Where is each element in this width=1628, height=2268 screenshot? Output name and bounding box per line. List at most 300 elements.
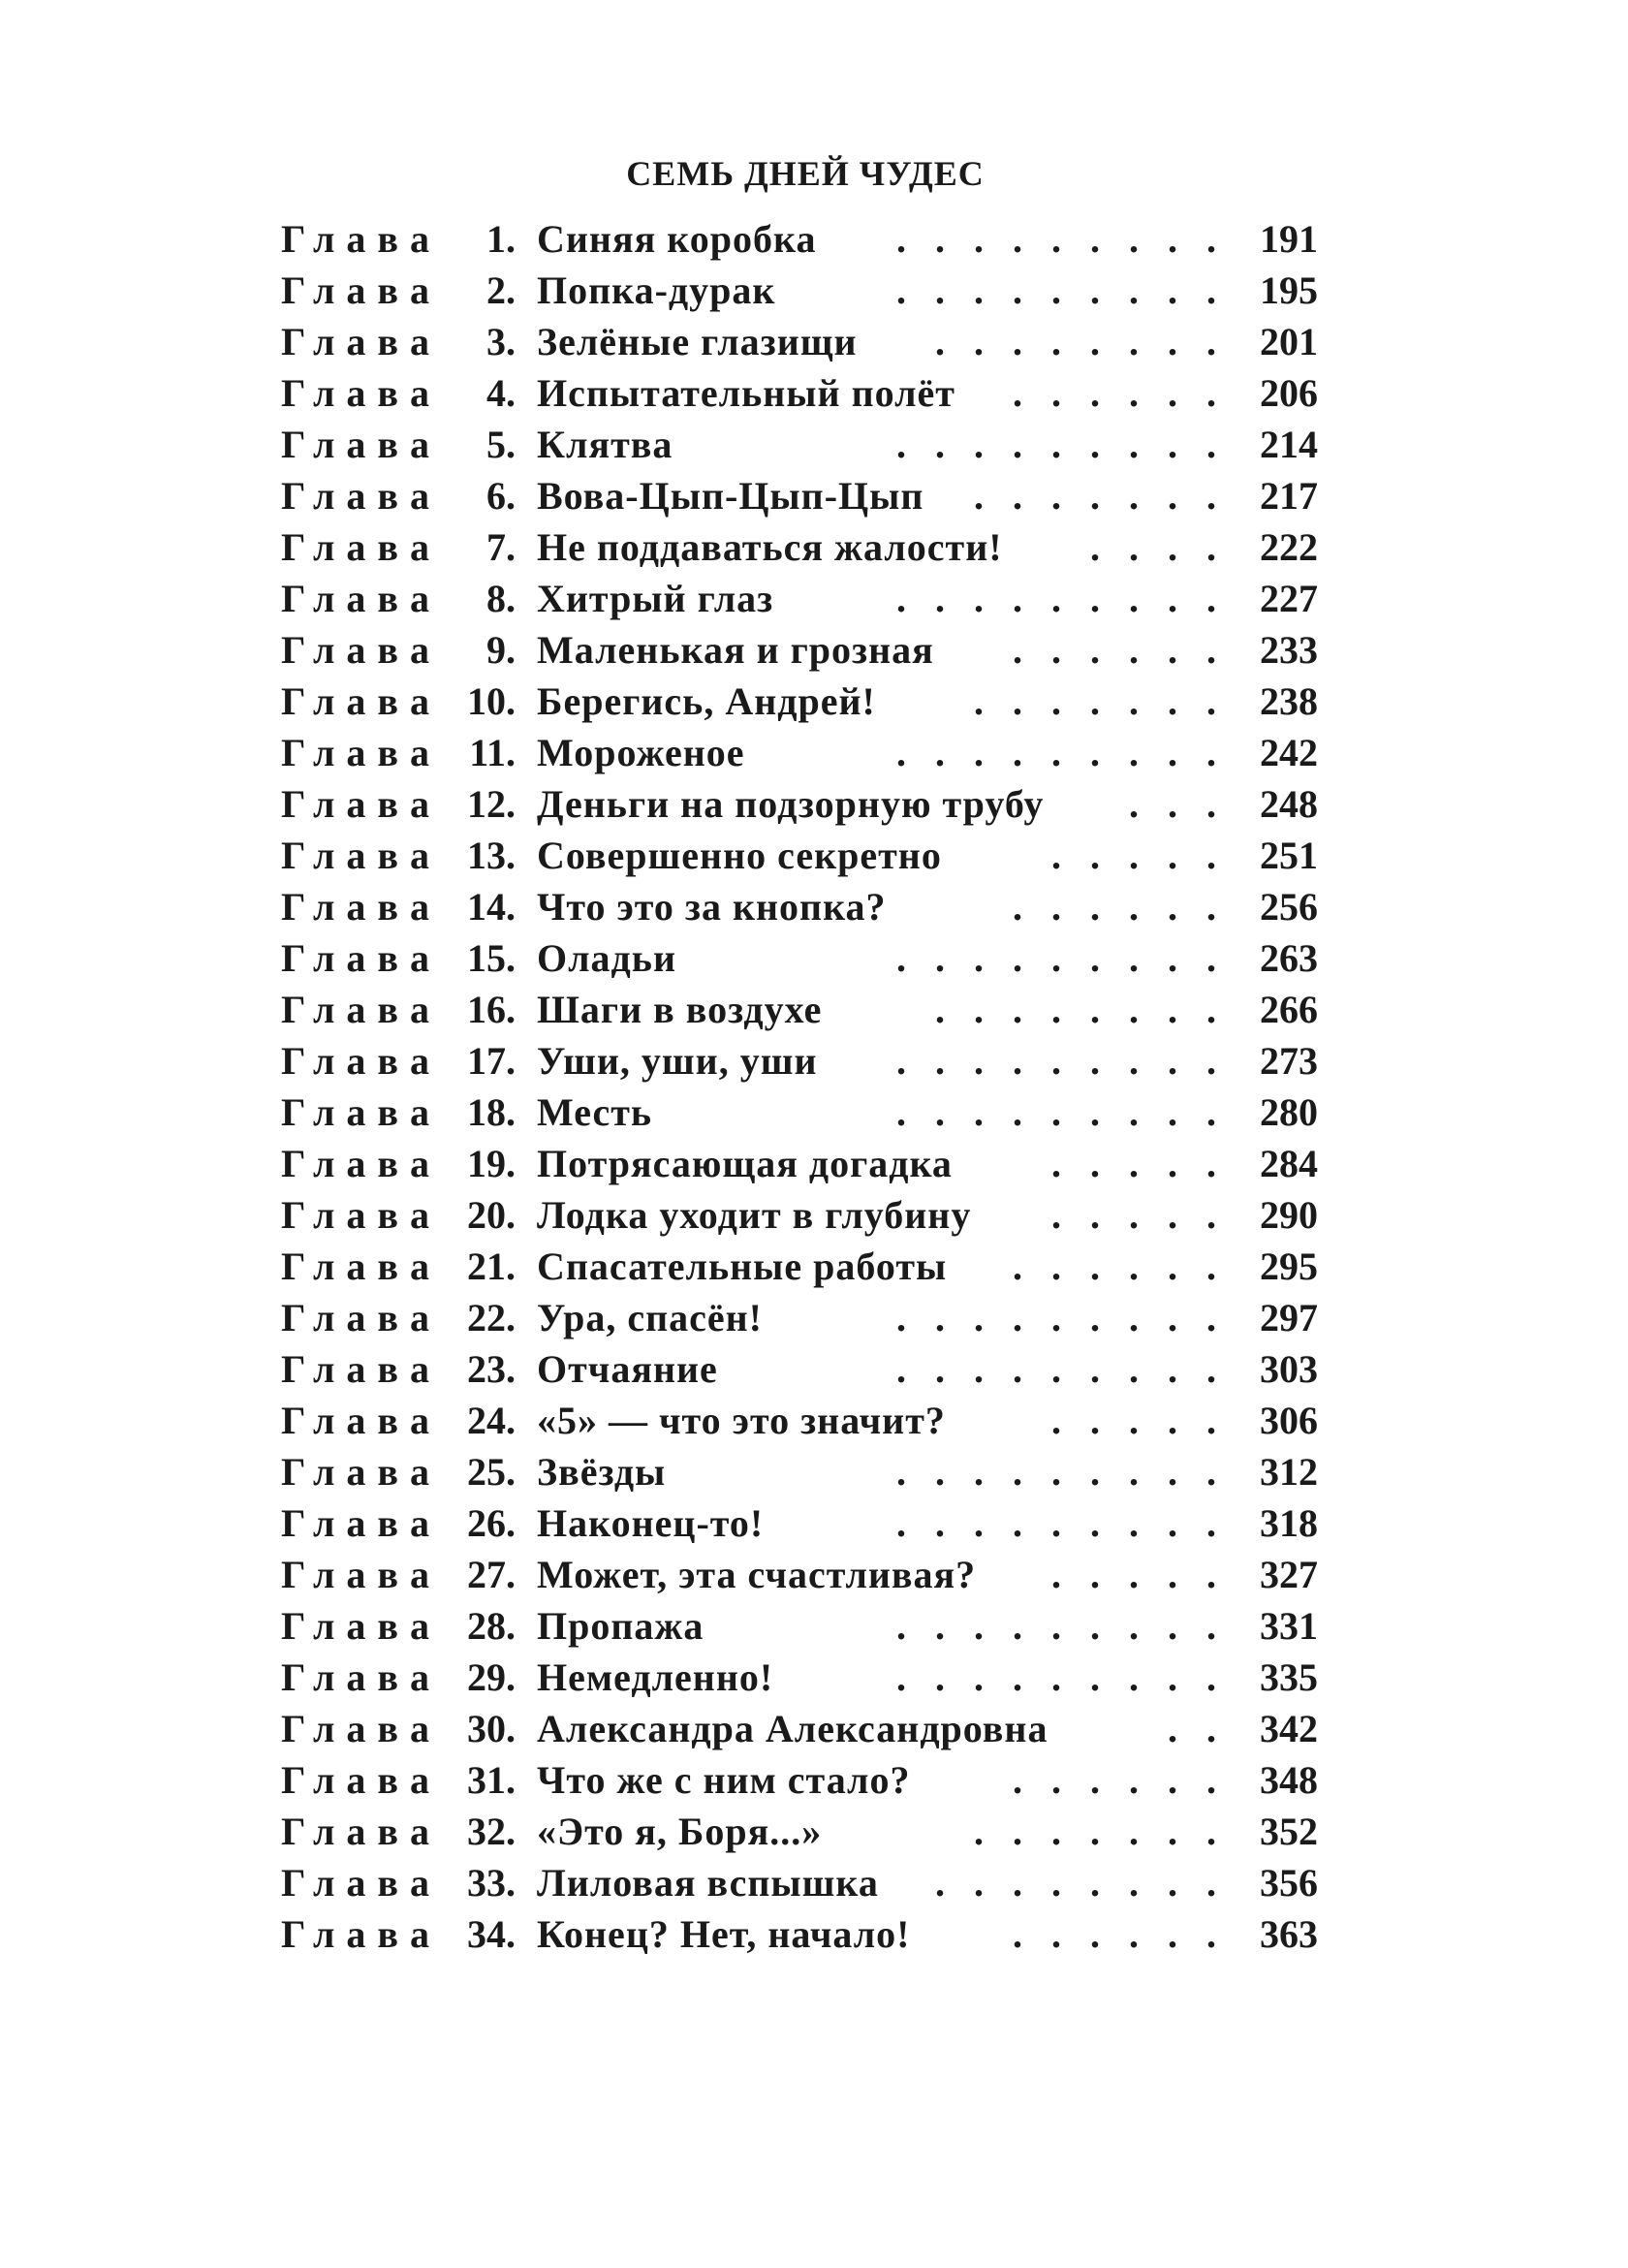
toc-entry (0, 1497, 1628, 1549)
toc-entry (0, 1138, 1628, 1189)
chapter-title: Наконец-то! (537, 1501, 765, 1545)
chapter-label: Глава (281, 1347, 441, 1391)
leader-dot: . (1051, 1399, 1061, 1442)
leader-dot: . (1168, 1861, 1177, 1905)
leader-dot: . (1090, 217, 1100, 261)
chapter-label: Глава (281, 1039, 441, 1083)
leader-dot: . (1051, 577, 1061, 620)
leader-dot: . (1051, 1758, 1061, 1802)
toc-entry (0, 1600, 1628, 1652)
leader-dot: . (974, 988, 984, 1031)
section-title: СЕМЬ ДНЕЙ ЧУДЕС (626, 154, 985, 193)
leader-dot: . (1090, 423, 1100, 466)
toc-entry (0, 1908, 1628, 1960)
leader-dot: . (1168, 371, 1177, 415)
leader-dot: . (1013, 577, 1022, 620)
leader-dot: . (1090, 1655, 1100, 1699)
leader-dot: . (1129, 1193, 1139, 1237)
toc-entry (0, 1241, 1628, 1292)
leader-dot: . (1206, 679, 1216, 723)
leader-dot: . (1168, 679, 1177, 723)
leader-dot: . (1206, 525, 1216, 569)
leader-dot: . (1129, 1090, 1139, 1134)
leader-dot: . (1129, 577, 1139, 620)
leader-dot: . (1168, 834, 1177, 877)
leader-dot: . (1051, 1450, 1061, 1494)
leader-dot: . (1090, 1244, 1100, 1288)
leader-dot: . (974, 1347, 984, 1391)
chapter-number: 28. (467, 1604, 516, 1648)
page-number: 214 (1260, 423, 1318, 466)
page-number: 335 (1260, 1655, 1318, 1699)
chapter-title: Мороженое (537, 731, 745, 774)
chapter-label: Глава (281, 1707, 441, 1750)
leader-dot: . (1206, 474, 1216, 518)
leader-dot: . (1051, 936, 1061, 980)
chapter-title: Попка-дурак (537, 268, 776, 312)
leader-dot: . (974, 474, 984, 518)
leader-dot: . (1168, 1810, 1177, 1853)
leader-dot: . (974, 1861, 984, 1905)
page-number: 295 (1260, 1244, 1318, 1288)
leader-dot: . (1051, 268, 1061, 312)
leader-dot: . (1129, 1604, 1139, 1648)
toc-entry (0, 932, 1628, 984)
chapter-label: Глава (281, 268, 441, 312)
leader-dot: . (974, 1501, 984, 1545)
leader-dot: . (1168, 1450, 1177, 1494)
toc-entry (0, 1549, 1628, 1600)
chapter-title: Синяя коробка (537, 217, 817, 261)
leader-dot: . (1168, 1142, 1177, 1185)
page-number: 266 (1260, 988, 1318, 1031)
leader-dot: . (1013, 936, 1022, 980)
chapter-label: Глава (281, 988, 441, 1031)
toc-entry (0, 367, 1628, 419)
chapter-label: Глава (281, 577, 441, 620)
chapter-title: Зелёные глазищи (537, 320, 858, 363)
leader-dot: . (935, 731, 945, 774)
leader-dot: . (974, 1604, 984, 1648)
leader-dot: . (935, 1604, 945, 1648)
leader-dot: . (974, 268, 984, 312)
leader-dot: . (1090, 1347, 1100, 1391)
leader-dot: . (1090, 1912, 1100, 1956)
dot-leader (0, 1292, 1628, 1343)
dot-leader (0, 1600, 1628, 1652)
chapter-label: Глава (281, 525, 441, 569)
leader-dot: . (1090, 1861, 1100, 1905)
leader-dot: . (1090, 1399, 1100, 1442)
toc-entry (0, 830, 1628, 881)
leader-dot: . (1206, 1347, 1216, 1391)
leader-dot: . (1090, 834, 1100, 877)
chapter-label: Глава (281, 834, 441, 877)
chapter-title: Потрясающая догадка (537, 1142, 953, 1185)
chapter-title: Немедленно! (537, 1655, 774, 1699)
toc-entry (0, 419, 1628, 470)
leader-dot: . (974, 1039, 984, 1083)
chapter-label: Глава (281, 1912, 441, 1956)
chapter-title: Отчаяние (537, 1347, 718, 1391)
leader-dot: . (935, 1861, 945, 1905)
leader-dot: . (1129, 1450, 1139, 1494)
leader-dot: . (1013, 1758, 1022, 1802)
leader-dot: . (896, 423, 906, 466)
chapter-title: Деньги на подзорную трубу (537, 782, 1045, 826)
page-number: 191 (1260, 217, 1318, 261)
chapter-label: Глава (281, 217, 441, 261)
leader-dot: . (1051, 885, 1061, 929)
toc-entry (0, 1703, 1628, 1754)
leader-dot: . (1168, 474, 1177, 518)
leader-dot: . (1013, 1039, 1022, 1083)
leader-dot: . (1051, 423, 1061, 466)
chapter-number: 7. (486, 525, 516, 569)
leader-dot: . (1168, 1399, 1177, 1442)
chapter-title: Лодка уходит в глубину (537, 1193, 972, 1237)
leader-dot: . (1013, 628, 1022, 672)
chapter-label: Глава (281, 1399, 441, 1442)
toc-entry (0, 1292, 1628, 1343)
chapter-number: 19. (467, 1142, 516, 1185)
leader-dot: . (1051, 1655, 1061, 1699)
page-number: 297 (1260, 1296, 1318, 1339)
leader-dot: . (1051, 988, 1061, 1031)
chapter-number: 23. (467, 1347, 516, 1391)
chapter-number: 9. (486, 628, 516, 672)
leader-dot: . (974, 936, 984, 980)
chapter-title: Спасательные работы (537, 1244, 948, 1288)
chapter-number: 16. (467, 988, 516, 1031)
leader-dot: . (1168, 577, 1177, 620)
chapter-number: 4. (486, 371, 516, 415)
page-number: 342 (1260, 1707, 1318, 1750)
leader-dot: . (1090, 1810, 1100, 1853)
leader-dot: . (1013, 1347, 1022, 1391)
page-number: 306 (1260, 1399, 1318, 1442)
leader-dot: . (1168, 1655, 1177, 1699)
leader-dot: . (1129, 371, 1139, 415)
leader-dot: . (1051, 1501, 1061, 1545)
chapter-label: Глава (281, 1090, 441, 1134)
page-number: 303 (1260, 1347, 1318, 1391)
dot-leader (0, 419, 1628, 470)
leader-dot: . (1129, 217, 1139, 261)
leader-dot: . (1206, 1655, 1216, 1699)
leader-dot: . (1013, 1090, 1022, 1134)
toc-entry (0, 1395, 1628, 1446)
leader-dot: . (1051, 1244, 1061, 1288)
leader-dot: . (1206, 1090, 1216, 1134)
chapter-title: Совершенно секретно (537, 834, 942, 877)
leader-dot: . (1051, 628, 1061, 672)
toc-entry (0, 1446, 1628, 1497)
leader-dot: . (1129, 1142, 1139, 1185)
leader-dot: . (1090, 679, 1100, 723)
leader-dot: . (1129, 885, 1139, 929)
toc-entry (0, 1806, 1628, 1857)
leader-dot: . (1013, 731, 1022, 774)
leader-dot: . (1013, 1912, 1022, 1956)
chapter-title: Хитрый глаз (537, 577, 774, 620)
chapter-title: «5» — что это значит? (537, 1399, 946, 1442)
page-number: 273 (1260, 1039, 1318, 1083)
leader-dot: . (896, 1655, 906, 1699)
chapter-number: 8. (486, 577, 516, 620)
leader-dot: . (1129, 1501, 1139, 1545)
leader-dot: . (1206, 1553, 1216, 1596)
toc-entry (0, 984, 1628, 1035)
leader-dot: . (1168, 1244, 1177, 1288)
leader-dot: . (1090, 936, 1100, 980)
leader-dot: . (1168, 268, 1177, 312)
leader-dot: . (935, 1450, 945, 1494)
toc-entry (0, 265, 1628, 316)
toc-entry (0, 676, 1628, 727)
chapter-number: 11. (469, 731, 516, 774)
leader-dot: . (1168, 782, 1177, 826)
chapter-title: Звёзды (537, 1450, 667, 1494)
leader-dot: . (935, 423, 945, 466)
chapter-label: Глава (281, 1758, 441, 1802)
chapter-title: Лиловая вспышка (537, 1861, 879, 1905)
dot-leader (0, 932, 1628, 984)
page-number: 348 (1260, 1758, 1318, 1802)
page-number: 331 (1260, 1604, 1318, 1648)
chapter-title: Оладьи (537, 936, 676, 980)
leader-dot: . (1168, 1553, 1177, 1596)
chapter-title: Что же с ним стало? (537, 1758, 911, 1802)
leader-dot: . (974, 1450, 984, 1494)
leader-dot: . (896, 1090, 906, 1134)
leader-dot: . (896, 731, 906, 774)
toc-entry (0, 1035, 1628, 1087)
dot-leader (0, 573, 1628, 624)
page-number: 356 (1260, 1861, 1318, 1905)
chapter-title: Уши, уши, уши (537, 1039, 818, 1083)
leader-dot: . (1090, 1553, 1100, 1596)
leader-dot: . (1051, 1861, 1061, 1905)
leader-dot: . (1129, 834, 1139, 877)
leader-dot: . (974, 320, 984, 363)
toc-entry (0, 1087, 1628, 1138)
chapter-number: 24. (467, 1399, 516, 1442)
leader-dot: . (1129, 731, 1139, 774)
leader-dot: . (1206, 834, 1216, 877)
leader-dot: . (1013, 320, 1022, 363)
leader-dot: . (1206, 1501, 1216, 1545)
leader-dot: . (935, 1347, 945, 1391)
leader-dot: . (1129, 268, 1139, 312)
leader-dot: . (1206, 577, 1216, 620)
leader-dot: . (1013, 885, 1022, 929)
page-number: 251 (1260, 834, 1318, 877)
leader-dot: . (935, 1501, 945, 1545)
leader-dot: . (896, 1450, 906, 1494)
leader-dot: . (1129, 1758, 1139, 1802)
toc-entry (0, 470, 1628, 521)
leader-dot: . (1206, 1296, 1216, 1339)
leader-dot: . (1129, 1296, 1139, 1339)
dot-leader (0, 1343, 1628, 1395)
leader-dot: . (1090, 988, 1100, 1031)
toc-entry (0, 316, 1628, 367)
leader-dot: . (1090, 474, 1100, 518)
leader-dot: . (1206, 1399, 1216, 1442)
toc-entry (0, 1189, 1628, 1241)
leader-dot: . (1013, 1450, 1022, 1494)
page-number: 233 (1260, 628, 1318, 672)
leader-dot: . (896, 1347, 906, 1391)
toc-entry (0, 727, 1628, 778)
leader-dot: . (1168, 1296, 1177, 1339)
chapter-number: 20. (467, 1193, 516, 1237)
leader-dot: . (1206, 1450, 1216, 1494)
leader-dot: . (1168, 1501, 1177, 1545)
leader-dot: . (1129, 1655, 1139, 1699)
leader-dot: . (974, 1296, 984, 1339)
leader-dot: . (1168, 1193, 1177, 1237)
leader-dot: . (1129, 1861, 1139, 1905)
leader-dot: . (896, 1501, 906, 1545)
chapter-number: 3. (486, 320, 516, 363)
leader-dot: . (1168, 988, 1177, 1031)
leader-dot: . (1090, 1501, 1100, 1545)
leader-dot: . (1206, 1039, 1216, 1083)
leader-dot: . (1206, 1604, 1216, 1648)
toc-entry (0, 521, 1628, 573)
dot-leader (0, 1087, 1628, 1138)
leader-dot: . (1051, 1604, 1061, 1648)
leader-dot: . (1206, 885, 1216, 929)
leader-dot: . (1129, 525, 1139, 569)
page-number: 227 (1260, 577, 1318, 620)
leader-dot: . (1051, 1039, 1061, 1083)
chapter-number: 33. (467, 1861, 516, 1905)
leader-dot: . (1168, 885, 1177, 929)
leader-dot: . (1206, 1707, 1216, 1750)
leader-dot: . (1168, 1758, 1177, 1802)
chapter-title: Конец? Нет, начало! (537, 1912, 911, 1956)
page-number: 238 (1260, 679, 1318, 723)
page-number: 363 (1260, 1912, 1318, 1956)
leader-dot: . (1013, 423, 1022, 466)
chapter-title: Вова-Цып-Цып-Цып (537, 474, 924, 518)
page-number: 242 (1260, 731, 1318, 774)
leader-dot: . (1168, 423, 1177, 466)
chapter-number: 27. (467, 1553, 516, 1596)
leader-dot: . (896, 577, 906, 620)
leader-dot: . (1129, 320, 1139, 363)
leader-dot: . (1206, 371, 1216, 415)
chapter-number: 5. (486, 423, 516, 466)
chapter-title: Может, эта счастливая? (537, 1553, 977, 1596)
chapter-label: Глава (281, 371, 441, 415)
leader-dot: . (1129, 679, 1139, 723)
leader-dot: . (1129, 1553, 1139, 1596)
leader-dot: . (1051, 1810, 1061, 1853)
leader-dot: . (1090, 1296, 1100, 1339)
leader-dot: . (1206, 1244, 1216, 1288)
leader-dot: . (1168, 731, 1177, 774)
page-number: 195 (1260, 268, 1318, 312)
chapter-number: 29. (467, 1655, 516, 1699)
leader-dot: . (935, 1090, 945, 1134)
page-number: 312 (1260, 1450, 1318, 1494)
leader-dot: . (1206, 217, 1216, 261)
leader-dot: . (896, 936, 906, 980)
leader-dot: . (1051, 1142, 1061, 1185)
leader-dot: . (1090, 628, 1100, 672)
toc-entry (0, 573, 1628, 624)
leader-dot: . (1051, 1090, 1061, 1134)
leader-dot: . (1129, 1810, 1139, 1853)
chapter-title: Маленькая и грозная (537, 628, 934, 672)
dot-leader (0, 265, 1628, 316)
chapter-label: Глава (281, 1193, 441, 1237)
chapter-number: 21. (467, 1244, 516, 1288)
leader-dot: . (896, 1039, 906, 1083)
leader-dot: . (1051, 320, 1061, 363)
page-number: 352 (1260, 1810, 1318, 1853)
chapter-label: Глава (281, 936, 441, 980)
leader-dot: . (1206, 936, 1216, 980)
dot-leader (0, 1652, 1628, 1703)
leader-dot: . (1168, 1707, 1177, 1750)
dot-leader (0, 1497, 1628, 1549)
page-number: 222 (1260, 525, 1318, 569)
leader-dot: . (1168, 1604, 1177, 1648)
leader-dot: . (1013, 217, 1022, 261)
chapter-number: 14. (467, 885, 516, 929)
leader-dot: . (1090, 577, 1100, 620)
page-number: 201 (1260, 320, 1318, 363)
page-number: 206 (1260, 371, 1318, 415)
chapter-title: Шаги в воздухе (537, 988, 823, 1031)
table-of-contents (0, 213, 1628, 1960)
chapter-label: Глава (281, 1501, 441, 1545)
chapter-label: Глава (281, 1810, 441, 1853)
leader-dot: . (1206, 268, 1216, 312)
chapter-title: Ура, спасён! (537, 1296, 763, 1339)
chapter-title: Пропажа (537, 1604, 704, 1648)
leader-dot: . (896, 1296, 906, 1339)
leader-dot: . (1090, 268, 1100, 312)
leader-dot: . (1129, 988, 1139, 1031)
leader-dot: . (1129, 1039, 1139, 1083)
chapter-number: 12. (467, 782, 516, 826)
chapter-number: 10. (467, 679, 516, 723)
leader-dot: . (1168, 1912, 1177, 1956)
leader-dot: . (1013, 1861, 1022, 1905)
leader-dot: . (1129, 423, 1139, 466)
leader-dot: . (935, 1296, 945, 1339)
leader-dot: . (974, 423, 984, 466)
chapter-title: Что это за кнопка? (537, 885, 887, 929)
leader-dot: . (1206, 988, 1216, 1031)
leader-dot: . (1129, 782, 1139, 826)
leader-dot: . (1206, 423, 1216, 466)
chapter-title: Клятва (537, 423, 673, 466)
leader-dot: . (935, 268, 945, 312)
chapter-title: Не поддаваться жалости! (537, 525, 1003, 569)
page-number: 284 (1260, 1142, 1318, 1185)
leader-dot: . (1168, 525, 1177, 569)
toc-entry (0, 778, 1628, 830)
leader-dot: . (1013, 679, 1022, 723)
chapter-title: «Это я, Боря...» (537, 1810, 823, 1853)
